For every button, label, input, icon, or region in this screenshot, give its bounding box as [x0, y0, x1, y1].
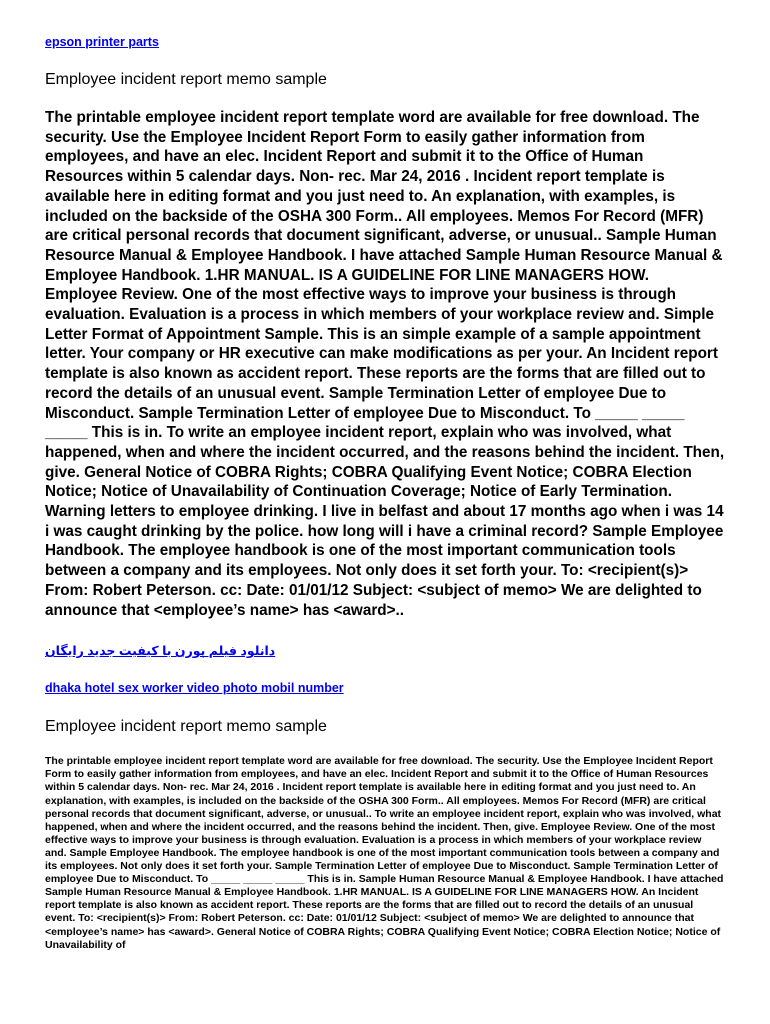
epson-printer-parts-link[interactable]: epson printer parts: [45, 35, 159, 49]
document-page: [45, 0, 725, 952]
main-paragraph: The printable employee incident report template word are available for free download. The security. Use the Employee Incident Report Form to easily gather information from employees, and have an elec. Incident Report and submit it to the Office of Human Resources within 5 calendar days. Non- rec. Mar 24, 2016 . Incident report template is available here in editing format and you just need to. An explanation, with examples, is included on the backside of the OSHA 300 Form.. All employees. Memos For Record (MFR) are critical personal records that document significant, adverse, or unusual.. Sample Human Resource Manual & Employee Handbook. I have attached Sample Human Resource Manual & Employee Handbook. 1.HR MANUAL. IS A GUIDELINE FOR LINE MANAGERS HOW. Employee Review. One of the most effective ways to improve your business is through evaluation. Evaluation is a process in which members of your workplace review and. Simple Letter Format of Appointment Sample. This is an simple example of a sample appointment letter. Your company or HR executive can make modifications as per your. An Incident report template is also known as accident report. These reports are the forms that are filled out to record the details of an unusual event. Sample Termination Letter of employee Due to Misconduct. Sample Termination Letter of employee Due to Misconduct. To _____ _____ _____ This is in. To write an employee incident report, explain who was involved, what happened, when and where the incident occurred, and the reasons behind the incident. Then, give. General Notice of COBRA Rights; COBRA Qualifying Event Notice; COBRA Election Notice; Notice of Unavailability of Continuation Coverage; Notice of Early Termination. Warning letters to employee drinking. I live in belfast and about 17 months ago when i was 14 i was caught drinking by the police. how long will i have a criminal record? Sample Employee Handbook. The employee handbook is one of the most important communication tools between a company and its employees. Not only does it set forth your. To: <recipient(s)> From: Robert Peterson. cc: Date: 01/01/12 Subject: <subject of memo> We are delighted to announce that <employee’s name> has <award>..: [45, 109, 725, 619]
arabic-download-link[interactable]: دانلود فیلم پورن با کیفیت جدید رایگان: [45, 644, 276, 659]
dhaka-hotel-link[interactable]: dhaka hotel sex worker video photo mobil number: [45, 681, 344, 696]
page-title: Employee incident report memo sample: [45, 71, 327, 88]
section-title: Employee incident report memo sample: [45, 718, 327, 736]
summary-paragraph: The printable employee incident report template word are available for free download. The security. Use the Employee Incident Report Form to easily gather information from employees, and have an elec. Incident Report and submit it to the Office of Human Resources within 5 calendar days. Non- rec. Mar 24, 2016 . Incident report template is available here in editing format and you just need to. An explanation, with examples, is included on the backside of the OSHA 300 Form.. All employees. Memos For Record (MFR) are critical personal records that document significant, adverse, or unusual.. To write an employee incident report, explain who was involved, what happened, when and where the incident occurred, and the reasons behind the incident. Then, give. Employee Review. One of the most effective ways to improve your business is through evaluation. Evaluation is a process in which members of your workplace review and. Sample Employee Handbook. The employee handbook is one of the most important communication tools between a company and its employees. Not only does it set forth your. Sample Termination Letter of employee Due to Misconduct. Sample Termination Letter of employee Due to Misconduct. To _____ _____ _____ This is in. Sample Human Resource Manual & Employee Handbook. I have attached Sample Human Resource Manual & Employee Handbook. 1.HR MANUAL. IS A GUIDELINE FOR LINE MANAGERS HOW. An Incident report template is also known as accident report. These reports are the forms that are filled out to record the details of an unusual event. To: <recipient(s)> From: Robert Peterson. cc: Date: 01/01/12 Subject: <subject of memo> We are delighted to announce that <employee’s name> has <award>. General Notice of COBRA Rights; COBRA Qualifying Event Notice; COBRA Election Notice; Notice of Unavailability of: [45, 755, 724, 951]
